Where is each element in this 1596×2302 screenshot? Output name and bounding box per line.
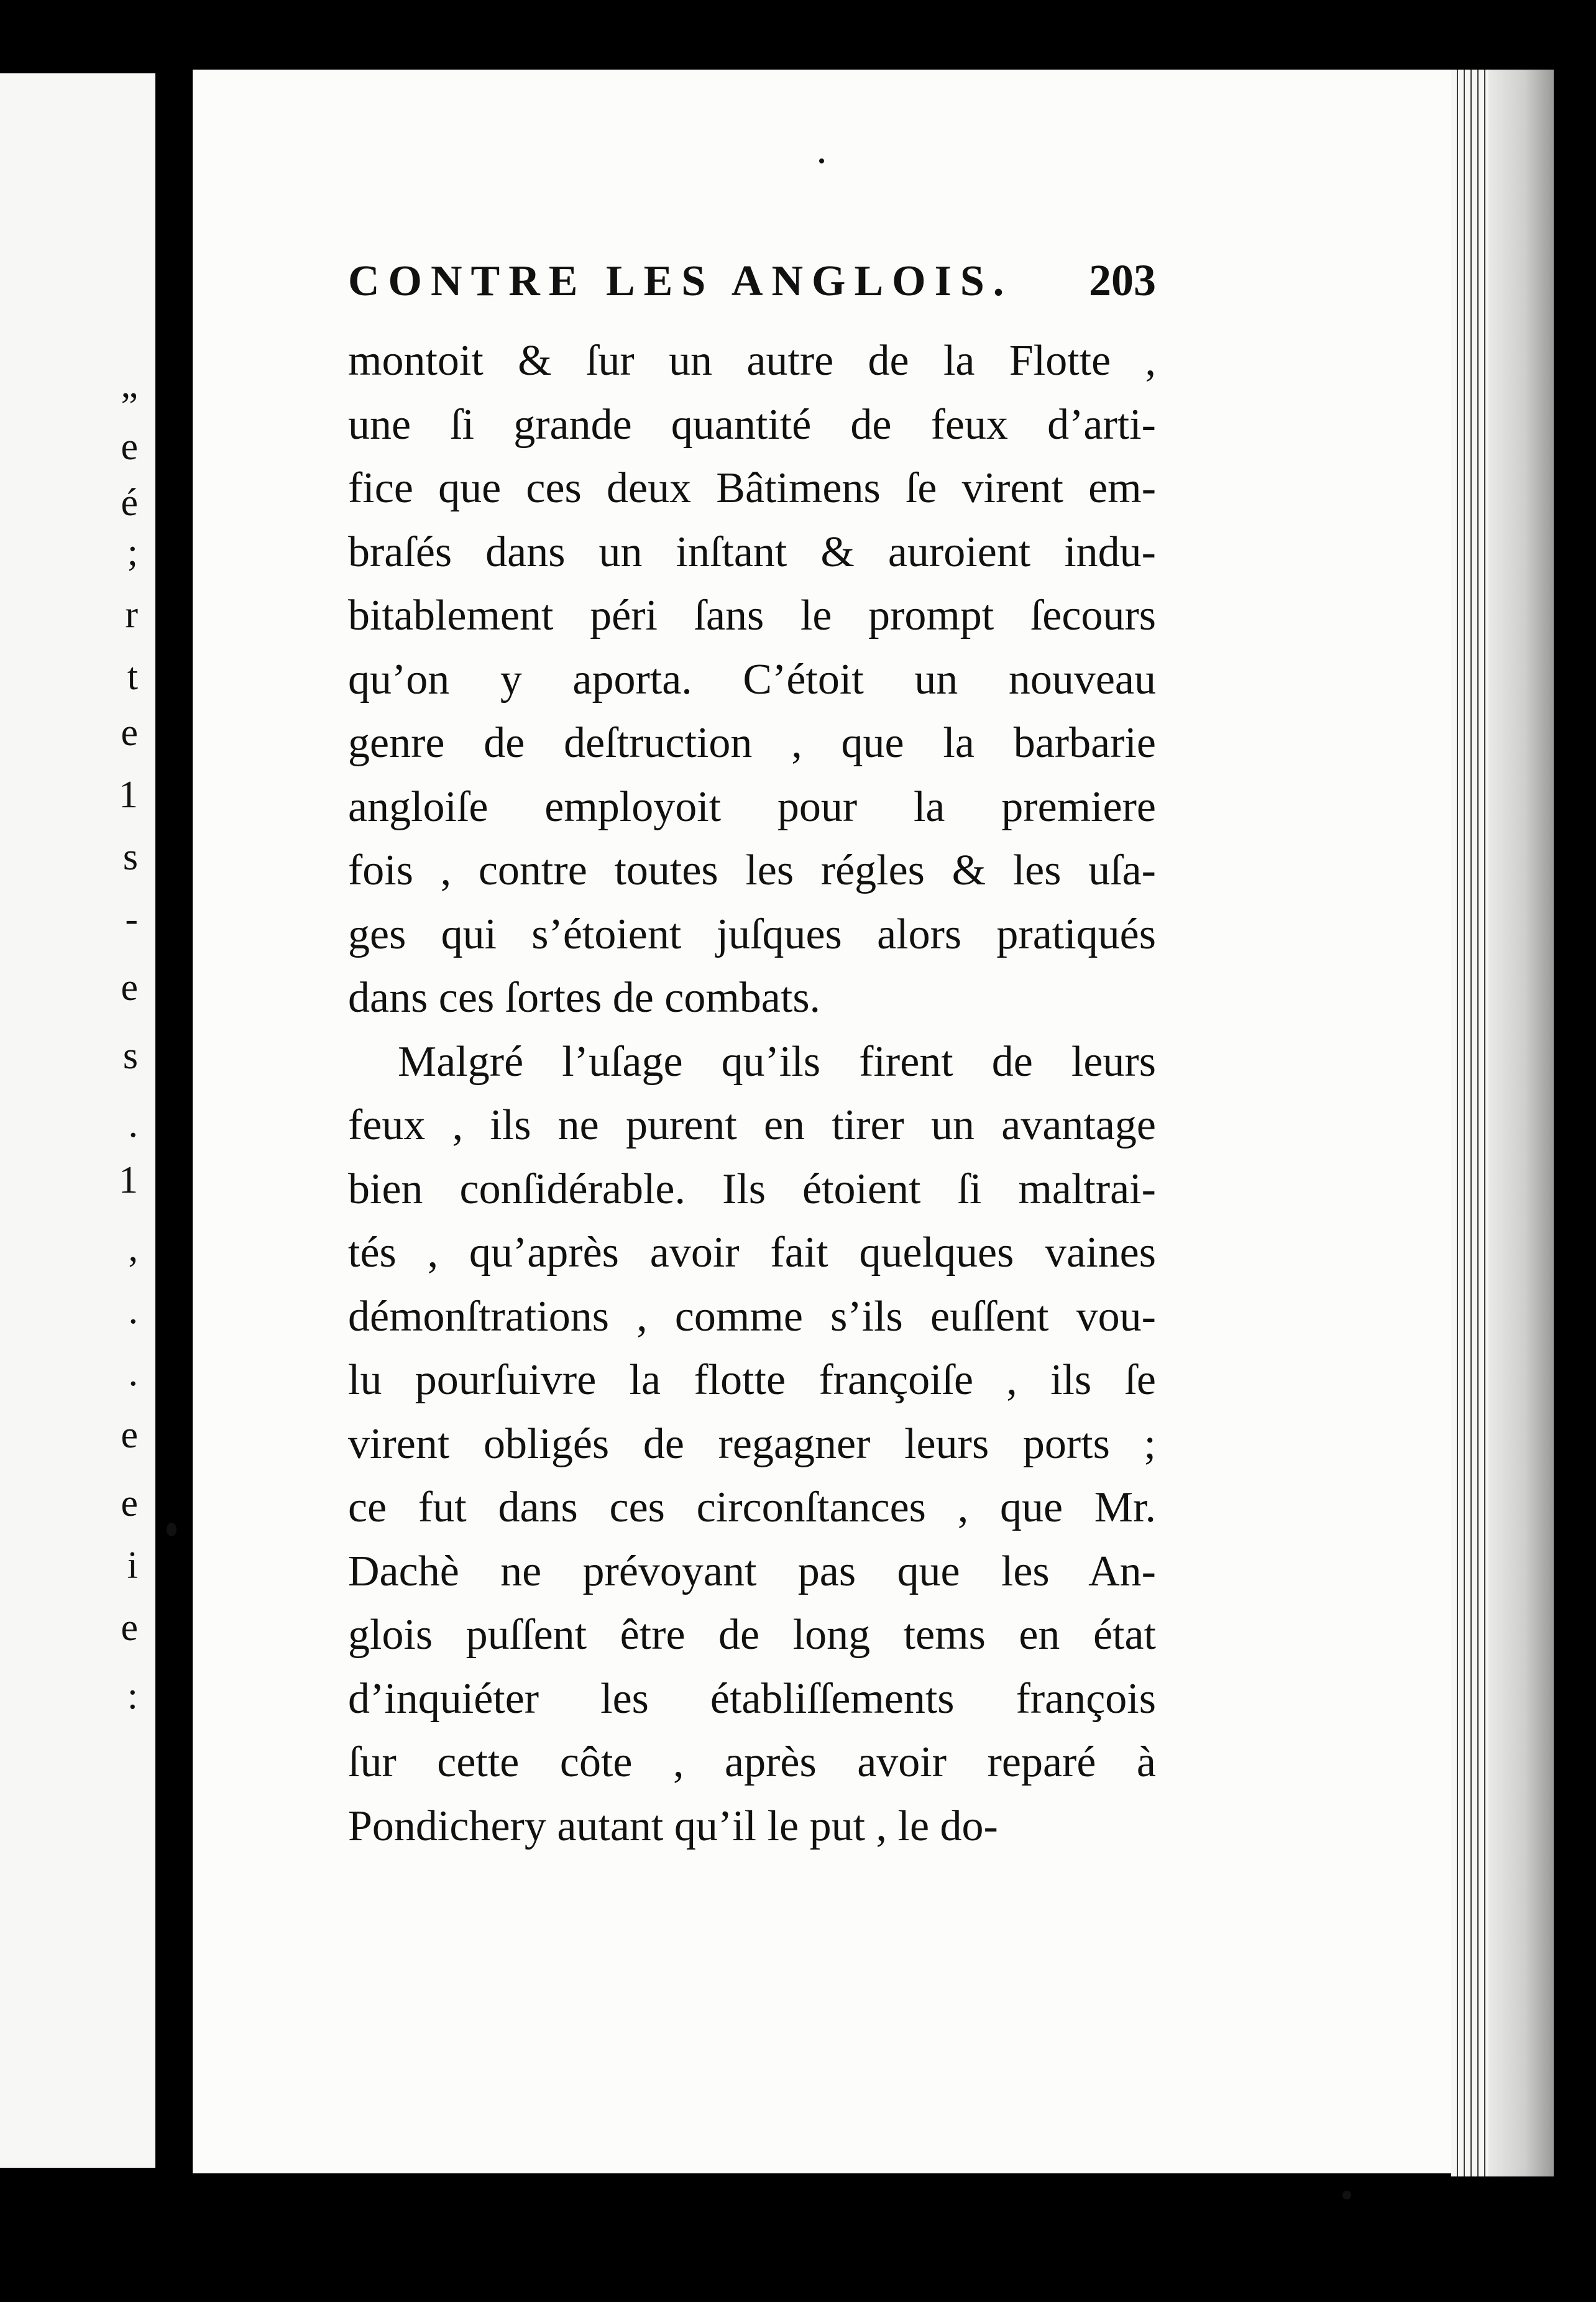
text-line: angloiſe employoit pour la premiere [348,782,1156,831]
left-page-letter: , [128,1227,138,1270]
text-line: d’inquiéter les établiſſements françois [348,1674,1156,1723]
body-text [348,329,1156,1858]
text-line: feux , ils ne purent en tirer un avantage [348,1101,1156,1149]
left-page-edge-fragment [0,73,155,2168]
text-line: démonſtrations , comme s’ils euſſent vou- [348,1292,1156,1341]
text-line: braſés dans un inſtant & auroient indu- [348,528,1156,576]
left-page-letter: 1 [119,1159,138,1201]
left-page-letter: . [128,1103,138,1145]
text-line: montoit & ſur un autre de la Flotte , [348,337,1156,385]
text-line: glois puſſent être de long tems en état [348,1611,1156,1659]
text-line: genre de deſtruction , que la barbarie [348,719,1156,767]
left-page-letter: - [125,898,138,940]
ink-speck [167,1523,177,1536]
left-page-letter: e [121,966,138,1009]
left-page-letter: : [127,1675,138,1717]
text-line: fice que ces deux Bâtimens ſe virent em- [348,464,1156,512]
ink-speck [819,158,824,163]
text-line: qu’on y aporta. C’étoit un nouveau [348,655,1156,704]
left-page-letter: t [127,656,138,698]
left-page-letter: . [128,1352,138,1394]
left-page-letter: é [121,482,138,524]
left-page-letter: e [121,426,138,468]
text-line: bitablement péri ſans le prompt ſecours [348,592,1156,640]
left-page-letter: e [121,1414,138,1456]
text-line: ſur cette côte , après avoir reparé à [348,1738,1156,1786]
ink-speck [1342,2191,1351,2199]
left-page-letter: „ [121,364,138,406]
text-line: tés , qu’après avoir fait quelques vaines [348,1229,1156,1277]
text-line: virent obligés de regagner leurs ports ; [348,1419,1156,1468]
left-page-letter: 1 [119,774,138,816]
text-line: bien conſidérable. Ils étoient ſi maltrai- [348,1165,1156,1213]
left-page-letter: s [122,1035,138,1077]
page-text-block [348,255,1156,1858]
left-page-letter: . [128,1290,138,1332]
text-line: lu pourſuivre la flotte françoiſe , ils ſe [348,1356,1156,1404]
book-gutter [155,73,193,2180]
running-head-title: CONTRE LES ANGLOIS. [348,257,1013,305]
left-page-letter: e [121,1482,138,1525]
left-page-letter: r [125,594,138,636]
left-page-letter-fragments [0,73,155,2168]
text-line: Malgré l’uſage qu’ils firent de leurs [398,1037,1156,1086]
page-stack-shadow [1488,70,1554,2176]
text-line: Pondichery autant qu’il le put , le do- [348,1802,998,1850]
left-page-letter: i [127,1544,138,1587]
text-line: dans ces ſortes de combats. [348,974,821,1022]
text-line: fois , contre toutes les régles & les uſa- [348,846,1156,894]
text-line: ges qui s’étoient juſques alors pratiqués [348,910,1156,958]
left-page-letter: s [122,836,138,878]
page-number: 203 [1089,255,1156,305]
text-line: ce fut dans ces circonſtances , que Mr. [348,1483,1156,1531]
running-head [348,255,1156,329]
left-page-letter: ; [127,531,138,574]
text-line: Dachè ne prévoyant pas que les An- [348,1547,1156,1595]
text-line: une ſi grande quantité de feux d’arti- [348,400,1156,449]
left-page-letter: e [121,712,138,754]
left-page-letter: e [121,1607,138,1649]
